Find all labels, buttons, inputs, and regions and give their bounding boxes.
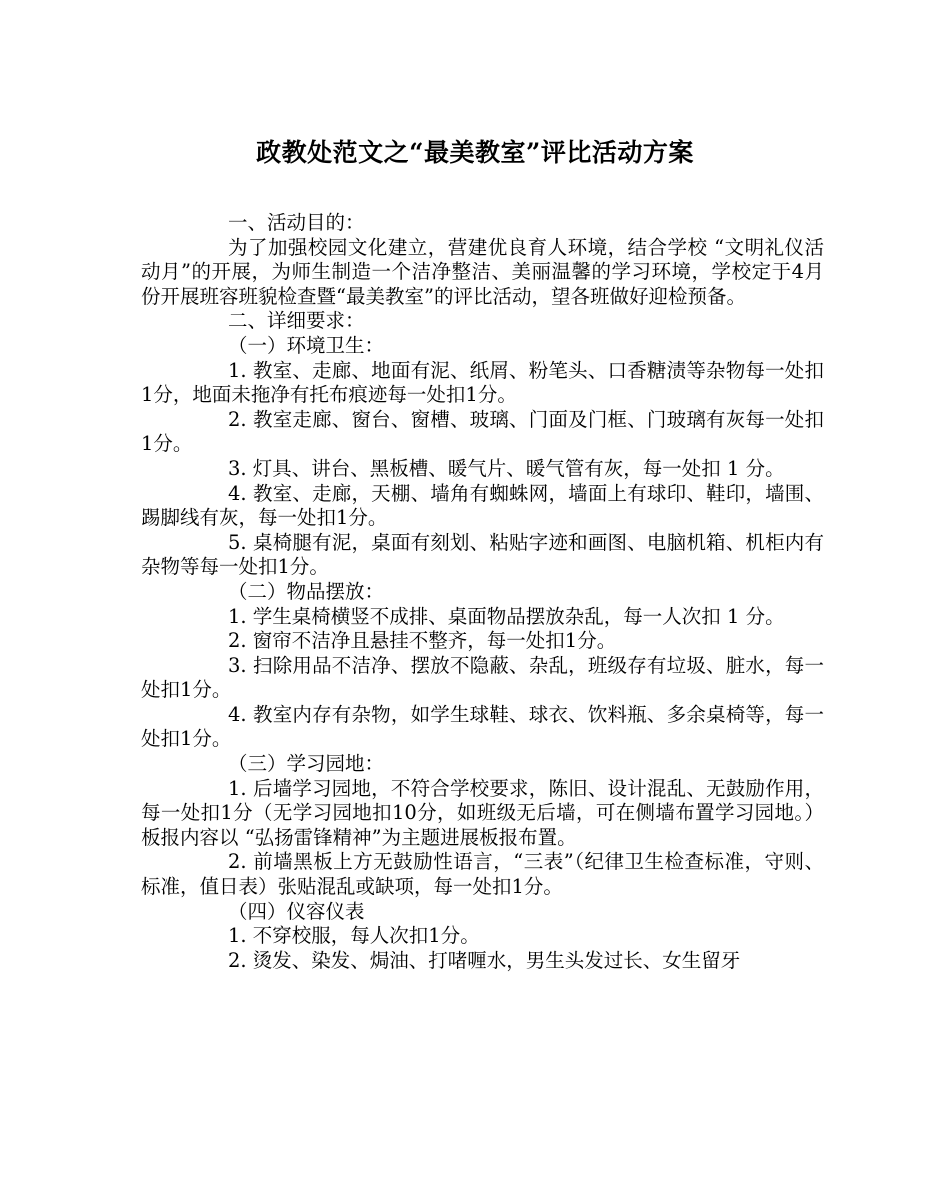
list-item: 1. 不穿校服，每人次扣1分。 bbox=[228, 924, 480, 948]
list-item: 1. 学生桌椅横竖不成排、桌面物品摆放杂乱，每一人次扣 1 分。 bbox=[228, 604, 785, 628]
list-item: 2. 烫发、染发、焗油、打啫喱水，男生头发过长、女生留牙 bbox=[228, 948, 741, 972]
subheading-environment: （一）环境卫生： bbox=[228, 333, 385, 357]
document-title: 政教处范文之“最美教室”评比活动方案 bbox=[256, 138, 694, 167]
list-item: 3. 扫除用品不洁净、摆放不隐蔽、杂乱，班级存有垃圾、脏水，每一处扣1分。 bbox=[141, 653, 824, 702]
list-item: 1. 后墙学习园地，不符合学校要求，陈旧、设计混乱、无鼓励作用，每一处扣1分（无学习园地扣10分，如班级无后墙，可在侧墙布置学习园地。）板报内容以 “弘扬雷锋精神”为主题进展板报布置。 bbox=[141, 776, 824, 849]
section-heading-purpose: 一、活动目的： bbox=[228, 211, 365, 234]
list-item: 4. 教室、走廊，天棚、墙角有蜘蛛网，墙面上有球印、鞋印，墙围、踢脚线有灰，每一处扣1分。 bbox=[141, 481, 824, 530]
list-item: 2. 前墙黑板上方无鼓励性语言，“三表”（纪律卫生检查标准，守则、标准，值日表）张贴混乱或缺项，每一处扣1分。 bbox=[141, 850, 824, 899]
subheading-items-placement: （二）物品摆放： bbox=[228, 579, 385, 603]
document-body bbox=[141, 211, 824, 973]
list-item: 2. 教室走廊、窗台、窗槽、玻璃、门面及门框、门玻璃有灰每一处扣1分。 bbox=[141, 407, 824, 456]
list-item: 2. 窗帘不洁净且悬挂不整齐，每一处扣1分。 bbox=[228, 629, 617, 653]
list-item: 1. 教室、走廊、地面有泥、纸屑、粉笔头、口香糖渍等杂物每一处扣1分，地面未拖净有托布痕迹每一处扣1分。 bbox=[141, 358, 824, 407]
subheading-study-corner: （三）学习园地： bbox=[228, 752, 385, 776]
list-item: 4. 教室内存有杂物，如学生球鞋、球衣、饮料瓶、多余桌椅等，每一处扣1分。 bbox=[141, 702, 824, 751]
section-heading-requirements: 二、详细要求： bbox=[228, 309, 365, 333]
list-item: 5. 桌椅腿有泥，桌面有刻划、粘贴字迹和画图、电脑机箱、机柜内有杂物等每一处扣1分。 bbox=[141, 530, 824, 579]
list-item: 3. 灯具、讲台、黑板槽、暖气片、暖气管有灰，每一处扣 1 分。 bbox=[228, 456, 785, 480]
paragraph-purpose: 为了加强校园文化建立，营建优良育人环境，结合学校 “文明礼仪活动月”的开展，为师生制造一个洁净整洁、美丽温馨的学习环境，学校定于4月份开展班容班貌检查暨“最美教室”的评比活动，望各班做好迎检预备。 bbox=[141, 235, 824, 308]
subheading-appearance: （四）仪容仪表 bbox=[228, 899, 365, 923]
